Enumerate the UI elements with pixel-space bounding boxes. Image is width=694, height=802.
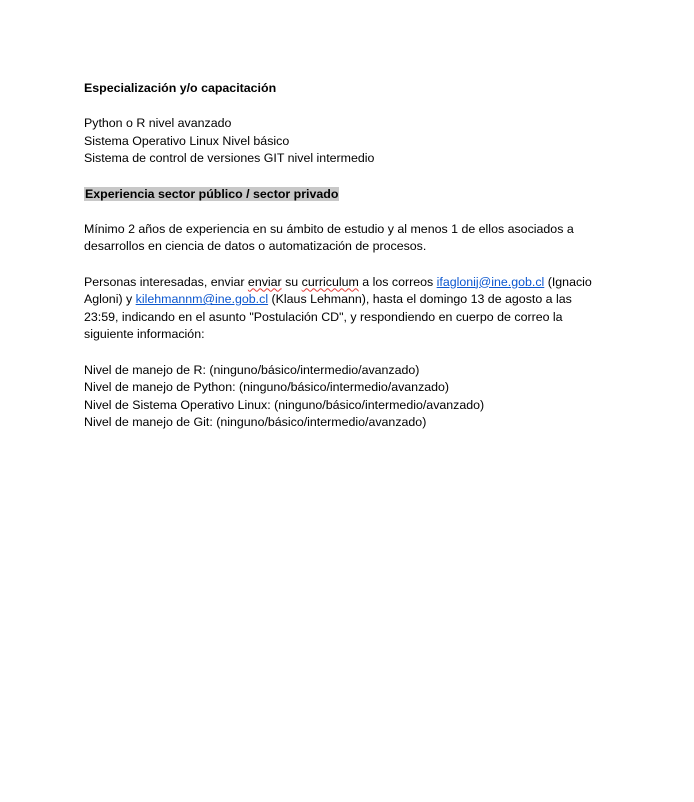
skill-line: Sistema de control de versiones GIT nivel intermedio	[84, 151, 375, 166]
level-line: Nivel de manejo de Git: (ninguno/básico/intermedio/avanzado)	[84, 415, 427, 430]
email-link-agloni[interactable]: ifaglonij@ine.gob.cl	[436, 274, 545, 289]
spacer	[84, 256, 604, 274]
experience-paragraph: Mínimo 2 años de experiencia en su ámbito de estudio y al menos 1 de ellos asociados a desarrollos en ciencia de datos o automatización de procesos.	[84, 221, 574, 254]
skills-list	[84, 115, 604, 168]
application-paragraph	[84, 274, 604, 344]
spacer	[84, 98, 604, 116]
skill-line: Python o R nivel avanzado	[84, 116, 232, 131]
section-heading-experience	[84, 186, 604, 204]
level-line: Nivel de manejo de Python: (ninguno/básico/intermedio/avanzado)	[84, 380, 450, 395]
misspelled-word: curriculum	[301, 274, 359, 289]
section-heading-specialization: Especialización y/o capacitación	[84, 81, 277, 95]
email-link-lehmann[interactable]: kilehmannm@ine.gob.cl	[135, 292, 269, 307]
application-text: Personas interesadas, enviar	[84, 274, 248, 289]
application-text: (Klaus Lehmann), hasta el domingo 13 de agosto a las 23:59, indicando en el asunto "Postulación CD", y respondiendo en cuerpo de correo la siguiente información:	[84, 292, 572, 342]
spacer	[84, 203, 604, 221]
level-line: Nivel de manejo de R: (ninguno/básico/intermedio/avanzado)	[84, 362, 420, 377]
level-line: Nivel de Sistema Operativo Linux: (ninguno/básico/intermedio/avanzado)	[84, 397, 485, 412]
spacer	[84, 168, 604, 186]
skill-line: Sistema Operativo Linux Nivel básico	[84, 133, 290, 148]
application-text: a los correos	[358, 274, 437, 289]
levels-list	[84, 362, 604, 432]
application-text: (Ignacio Agloni) y	[84, 274, 592, 307]
misspelled-word: enviar	[247, 274, 282, 289]
application-text: su	[281, 274, 302, 289]
spacer	[84, 344, 604, 362]
highlighted-heading: Experiencia sector público / sector privado	[85, 186, 339, 201]
document-body	[84, 80, 604, 432]
